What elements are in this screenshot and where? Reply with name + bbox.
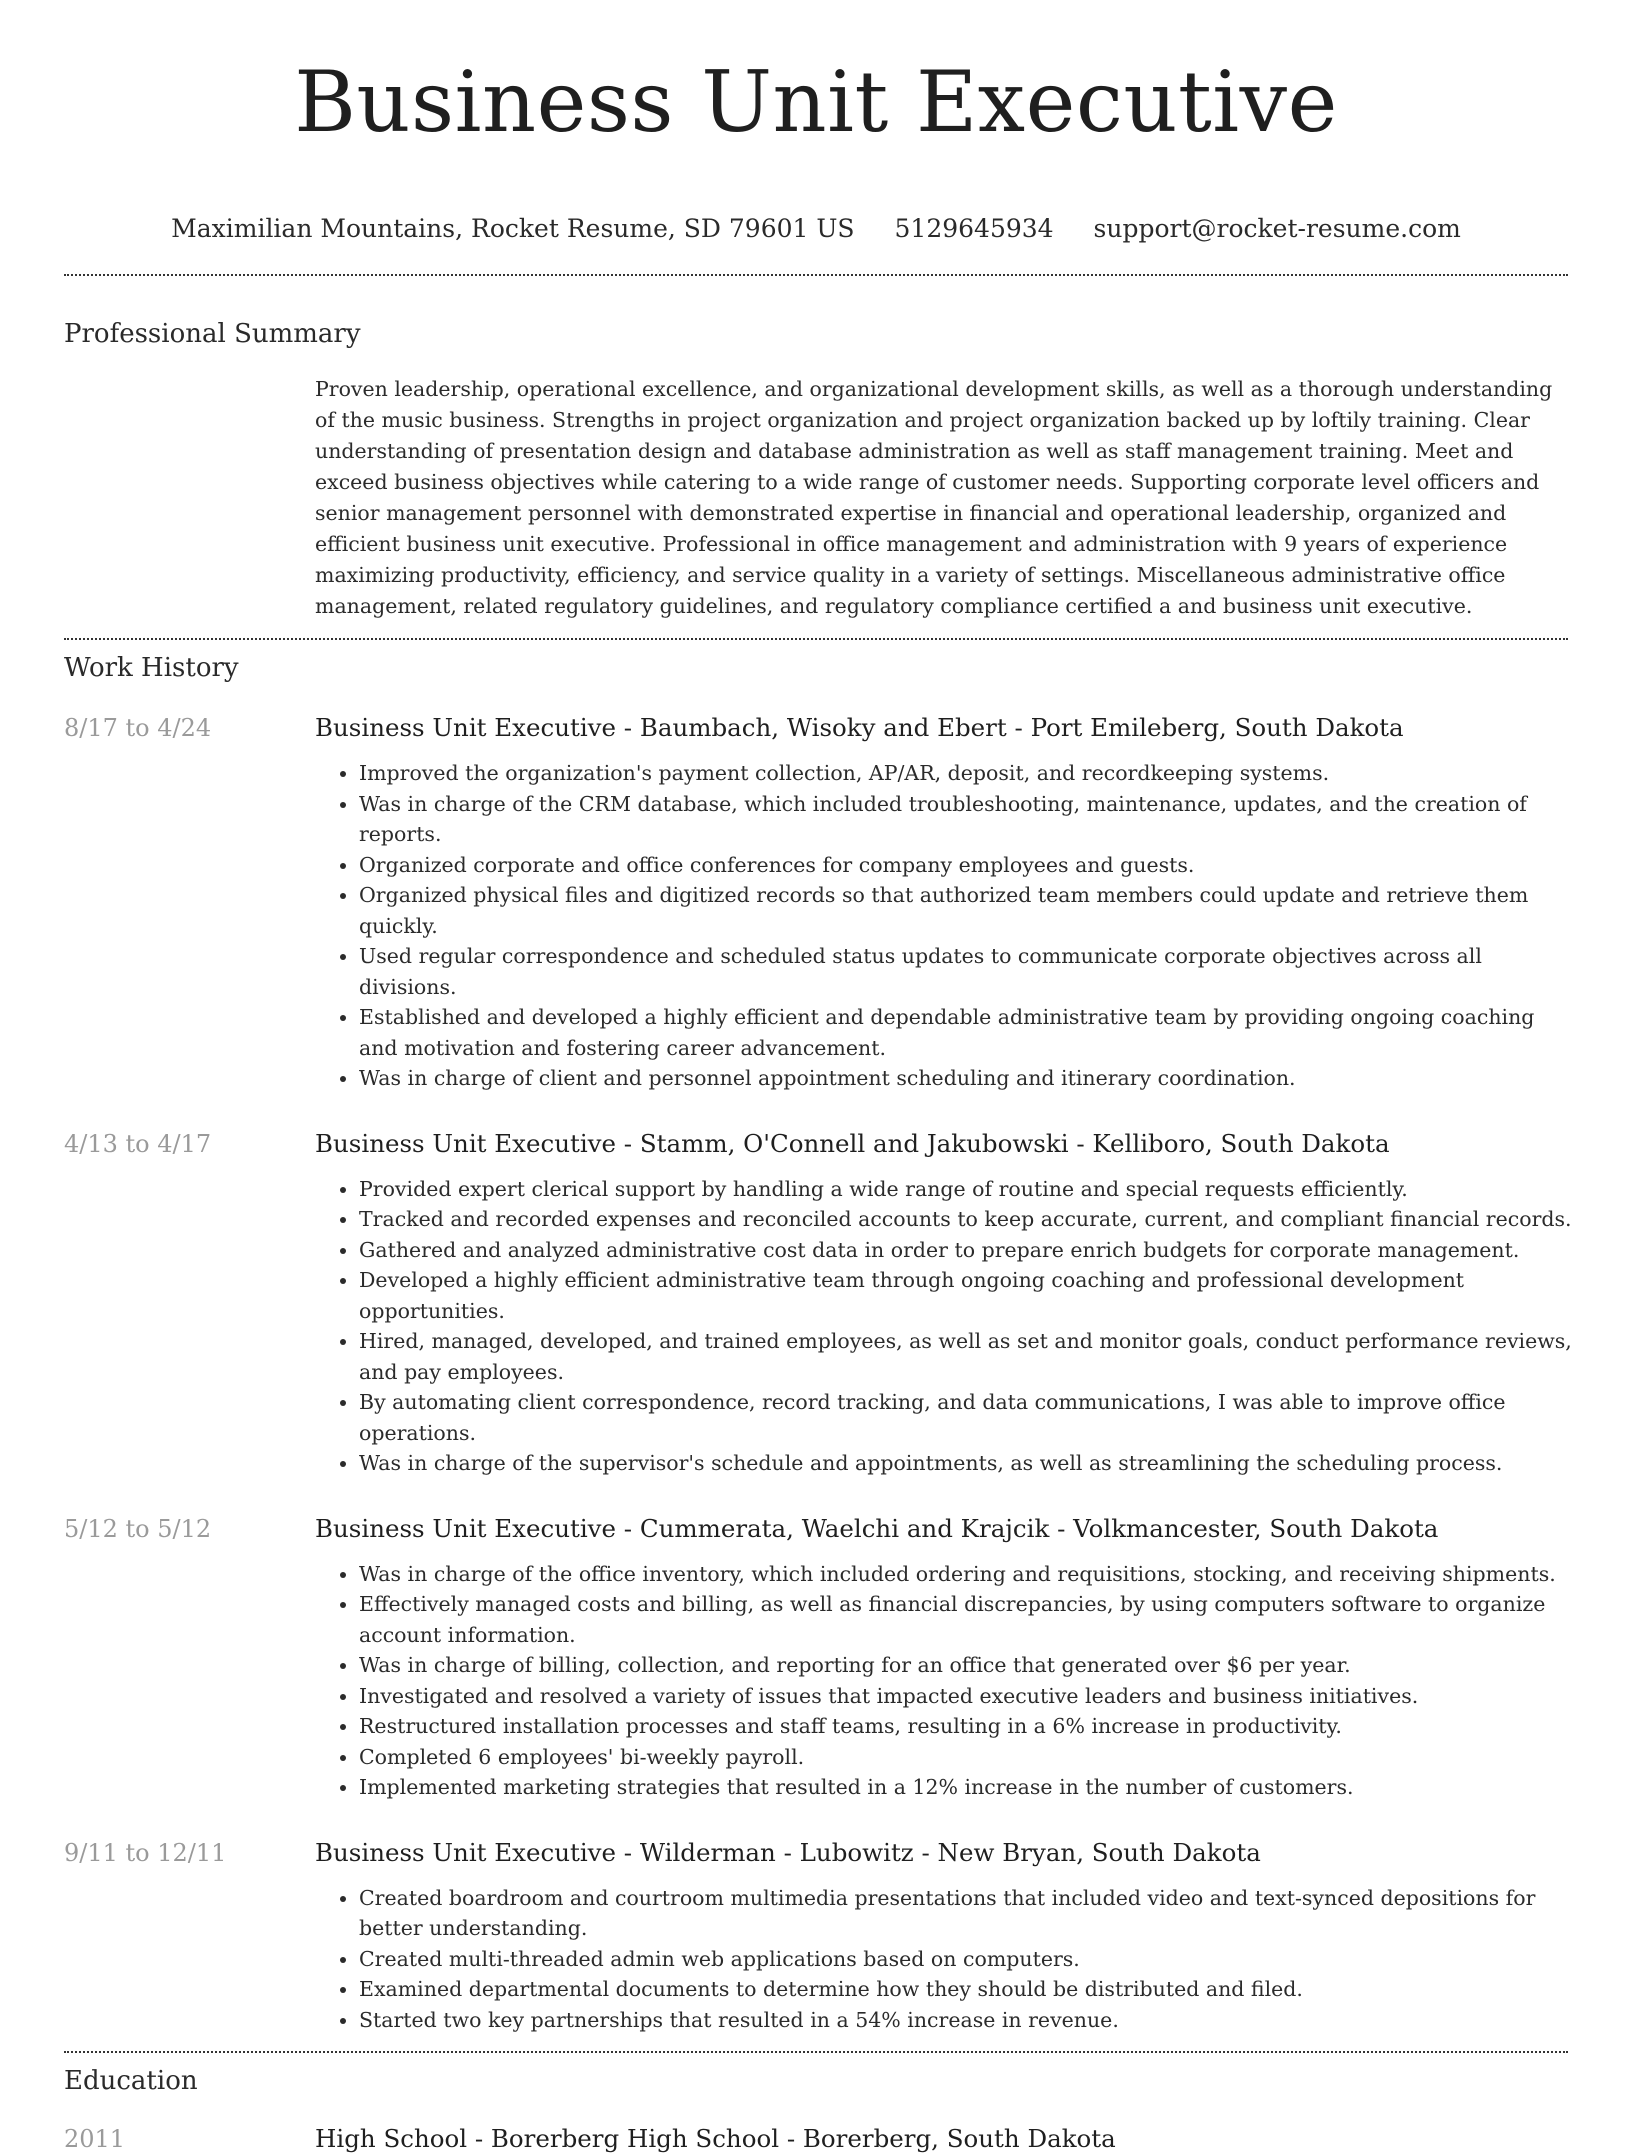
job-bullet: • Restructured installation processes and staff teams, resulting in a 6% increase in productivity. — [359, 1711, 1573, 1742]
job-bullet: • Provided expert clerical support by handling a wide range of routine and special requests efficiently. — [359, 1174, 1573, 1205]
job-bullet: • Was in charge of the supervisor's schedule and appointments, as well as streamlining the scheduling process. — [359, 1448, 1573, 1479]
contact-address: Maximilian Mountains, Rocket Resume, SD 79601 US — [171, 214, 855, 243]
job-dates: 5/12 to 5/12 — [64, 1514, 212, 1543]
job-bullet: • Hired, managed, developed, and trained employees, as well as set and monitor goals, conduct performance reviews, and pay employees. — [359, 1326, 1573, 1387]
job-bullet: • Gathered and analyzed administrative cost data in order to prepare enrich budgets for corporate management. — [359, 1235, 1573, 1266]
job-bullet: • Improved the organization's payment collection, AP/AR, deposit, and recordkeeping systems. — [359, 758, 1573, 789]
job-bullet: • Organized physical files and digitized records so that authorized team members could update and retrieve them quickly. — [359, 880, 1573, 941]
job-heading: Business Unit Executive - Stamm, O'Connell and Jakubowski - Kelliboro, South Dakota — [315, 1128, 1390, 1158]
education-heading: Education — [64, 2066, 198, 2096]
job-dates: 4/13 to 4/17 — [64, 1129, 212, 1158]
job-bullets — [315, 1883, 1573, 2036]
summary-text: Proven leadership, operational excellence, and organizational development skills, as well as a thorough understanding of the music business. Strengths in project organization and project organization backed up by loftily training. Clear understanding of presentation design and database administration as well as staff management training. Meet and exceed business objectives while catering to a wide range of customer needs. Supporting corporate level officers and senior management personnel with demonstrated expertise in financial and operational leadership, organized and efficient business unit executive. Professional in office management and administration with 9 years of experience maximizing productivity, efficiency, and service quality in a variety of settings. Miscellaneous administrative office management, related regulatory guidelines, and regulatory compliance certified a and business unit executive. — [315, 377, 1553, 618]
job-heading: Business Unit Executive - Wilderman - Lubowitz - New Bryan, South Dakota — [315, 1837, 1261, 1867]
job-dates: 8/17 to 4/24 — [64, 714, 212, 742]
job-dates: 9/11 to 12/11 — [64, 1838, 227, 1867]
job-bullets — [315, 1559, 1573, 1803]
section-divider — [64, 638, 1568, 640]
job-entry — [64, 1513, 1568, 1803]
job-bullet: • Completed 6 employees' bi-weekly payroll. — [359, 1742, 1573, 1773]
section-divider — [64, 2051, 1568, 2053]
job-bullet: • Effectively managed costs and billing, as well as financial discrepancies, by using computers software to organize account information. — [359, 1589, 1573, 1650]
summary-heading: Professional Summary — [64, 319, 361, 349]
job-bullet: • Was in charge of billing, collection, and reporting for an office that generated over $6 per year. — [359, 1650, 1573, 1681]
job-bullet: • Was in charge of the office inventory, which included ordering and requisitions, stocking, and receiving shipments. — [359, 1559, 1573, 1590]
job-bullet: • Was in charge of client and personnel appointment scheduling and itinerary coordination. — [359, 1063, 1573, 1094]
job-bullet: • Established and developed a highly efficient and dependable administrative team by providing ongoing coaching and motivation and fostering career advancement. — [359, 1002, 1573, 1063]
resume-page — [64, 0, 1572, 2155]
education-entry — [64, 2123, 1568, 2155]
job-bullet: • Started two key partnerships that resulted in a 54% increase in revenue. — [359, 2005, 1573, 2036]
job-bullet: • Implemented marketing strategies that resulted in a 12% increase in the number of customers. — [359, 1772, 1573, 1803]
job-bullet: • By automating client correspondence, record tracking, and data communications, I was able to improve office operations. — [359, 1387, 1573, 1448]
job-bullet: • Was in charge of the CRM database, which included troubleshooting, maintenance, updates, and the creation of reports. — [359, 789, 1573, 850]
contact-phone: 5129645934 — [894, 214, 1054, 243]
job-bullet: • Organized corporate and office conferences for company employees and guests. — [359, 850, 1573, 881]
job-heading: Business Unit Executive - Cummerata, Waelchi and Krajcik - Volkmancester, South Dakota — [315, 1513, 1439, 1543]
job-list — [64, 712, 1572, 2035]
contact-email[interactable]: support@rocket-resume.com — [1093, 214, 1461, 243]
job-bullet: • Tracked and recorded expenses and reconciled accounts to keep accurate, current, and compliant financial records. — [359, 1204, 1573, 1235]
job-bullets — [315, 758, 1573, 1094]
candidate-name: Business Unit Executive — [294, 53, 1338, 151]
contact-line — [64, 214, 1568, 244]
job-entry — [64, 1128, 1572, 1479]
job-bullet: • Created multi-threaded admin web applications based on computers. — [359, 1944, 1573, 1975]
education-year: 2011 — [64, 2125, 126, 2153]
job-bullet: • Created boardroom and courtroom multimedia presentations that included video and text-synced depositions for better understanding. — [359, 1883, 1573, 1944]
job-bullet: • Examined departmental documents to determine how they should be distributed and filed. — [359, 1974, 1573, 2005]
job-bullet: • Developed a highly efficient administrative team through ongoing coaching and professional development opportunities. — [359, 1265, 1573, 1326]
job-bullets — [315, 1174, 1573, 1479]
job-entry — [64, 1837, 1568, 2036]
job-entry — [64, 712, 1568, 1094]
job-heading: Business Unit Executive - Baumbach, Wisoky and Ebert - Port Emileberg, South Dakota — [315, 713, 1404, 742]
education-heading-line: High School - Borerberg High School - Borerberg, South Dakota — [315, 2124, 1116, 2153]
job-bullet: • Used regular correspondence and scheduled status updates to communicate corporate objectives across all divisions. — [359, 941, 1573, 1002]
job-bullet: • Investigated and resolved a variety of issues that impacted executive leaders and business initiatives. — [359, 1681, 1573, 1712]
section-divider — [64, 274, 1568, 276]
work-history-heading: Work History — [64, 653, 239, 683]
